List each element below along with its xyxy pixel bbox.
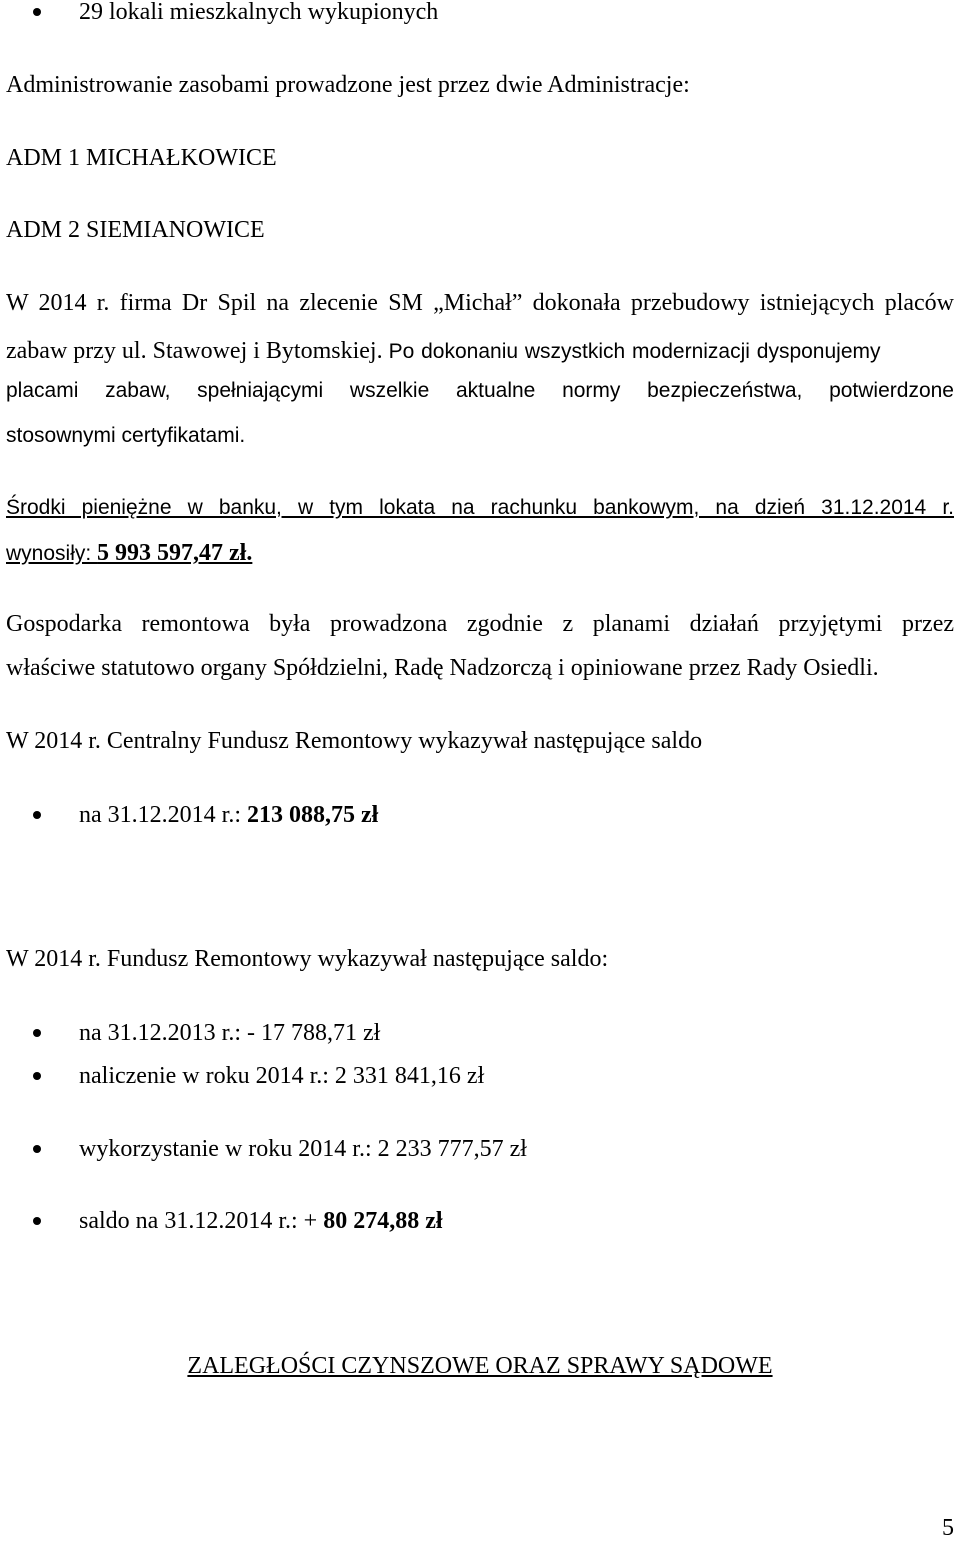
list-item: 29 lokali mieszkalnych wykupionych	[79, 0, 439, 25]
bullet-dot	[33, 1072, 41, 1080]
bullet-dot	[33, 1029, 41, 1037]
bank-line-2	[6, 541, 252, 565]
list-item: naliczenie w roku 2014 r.: 2 331 841,16 zł	[79, 1063, 485, 1089]
playground-line-2a: zabaw przy ul. Stawowej i Bytomskiej.	[6, 338, 389, 364]
adm2: ADM 2 SIEMIANOWICE	[6, 217, 265, 243]
central-fund-intro: W 2014 r. Centralny Fundusz Remontowy wykazywał następujące saldo	[6, 728, 703, 754]
bank-amount: 5 993 597,47 zł.	[97, 540, 253, 566]
page-number: 5	[942, 1515, 954, 1541]
bullet-dot	[33, 1217, 41, 1225]
playground-line-2	[6, 339, 954, 363]
repairs-line-1: Gospodarka remontowa była prowadzona zgodnie z planami działań przyjętymi przez	[6, 611, 954, 637]
bullet-dot	[33, 1145, 41, 1153]
section-heading: ZALEGŁOŚCI CZYNSZOWE ORAZ SPRAWY SĄDOWE	[187, 1353, 773, 1379]
bank-line-1: Środki pieniężne w banku, w tym lokata na rachunku bankowym, na dzień 31.12.2014 r.	[6, 496, 954, 519]
central-fund-amount: 213 088,75 zł	[247, 802, 379, 828]
bullet-dot	[33, 811, 41, 819]
adm1: ADM 1 MICHAŁKOWICE	[6, 145, 277, 171]
fund-intro: W 2014 r. Fundusz Remontowy wykazywał następujące saldo:	[6, 946, 609, 972]
bullet-dot	[33, 8, 41, 16]
playground-line-3: placami zabaw, spełniającymi wszelkie aktualne normy bezpieczeństwa, potwierdzone	[6, 379, 954, 402]
admin-intro: Administrowanie zasobami prowadzone jest przez dwie Administracje:	[6, 72, 690, 98]
list-item: saldo na 31.12.2014 r.: + 80 274,88 zł	[79, 1208, 443, 1234]
list-item: wykorzystanie w roku 2014 r.: 2 233 777,57 zł	[79, 1136, 527, 1162]
list-item: na 31.12.2014 r.: 213 088,75 zł	[79, 802, 379, 828]
playground-line-1: W 2014 r. firma Dr Spil na zlecenie SM „Michał” dokonała przebudowy istniejących placów	[6, 290, 954, 316]
playground-line-4: stosownymi certyfikatami.	[6, 424, 246, 447]
repairs-line-2: właściwe statutowo organy Spółdzielni, Radę Nadzorczą i opiniowane przez Rady Osiedli.	[6, 655, 879, 681]
bank-label: wynosiły:	[6, 542, 98, 565]
fund-final-amount: 80 274,88 zł	[323, 1208, 443, 1234]
list-item: na 31.12.2013 r.: - 17 788,71 zł	[79, 1020, 381, 1046]
playground-line-2b: Po dokonaniu wszystkich modernizacji dysponujemy	[388, 340, 881, 363]
